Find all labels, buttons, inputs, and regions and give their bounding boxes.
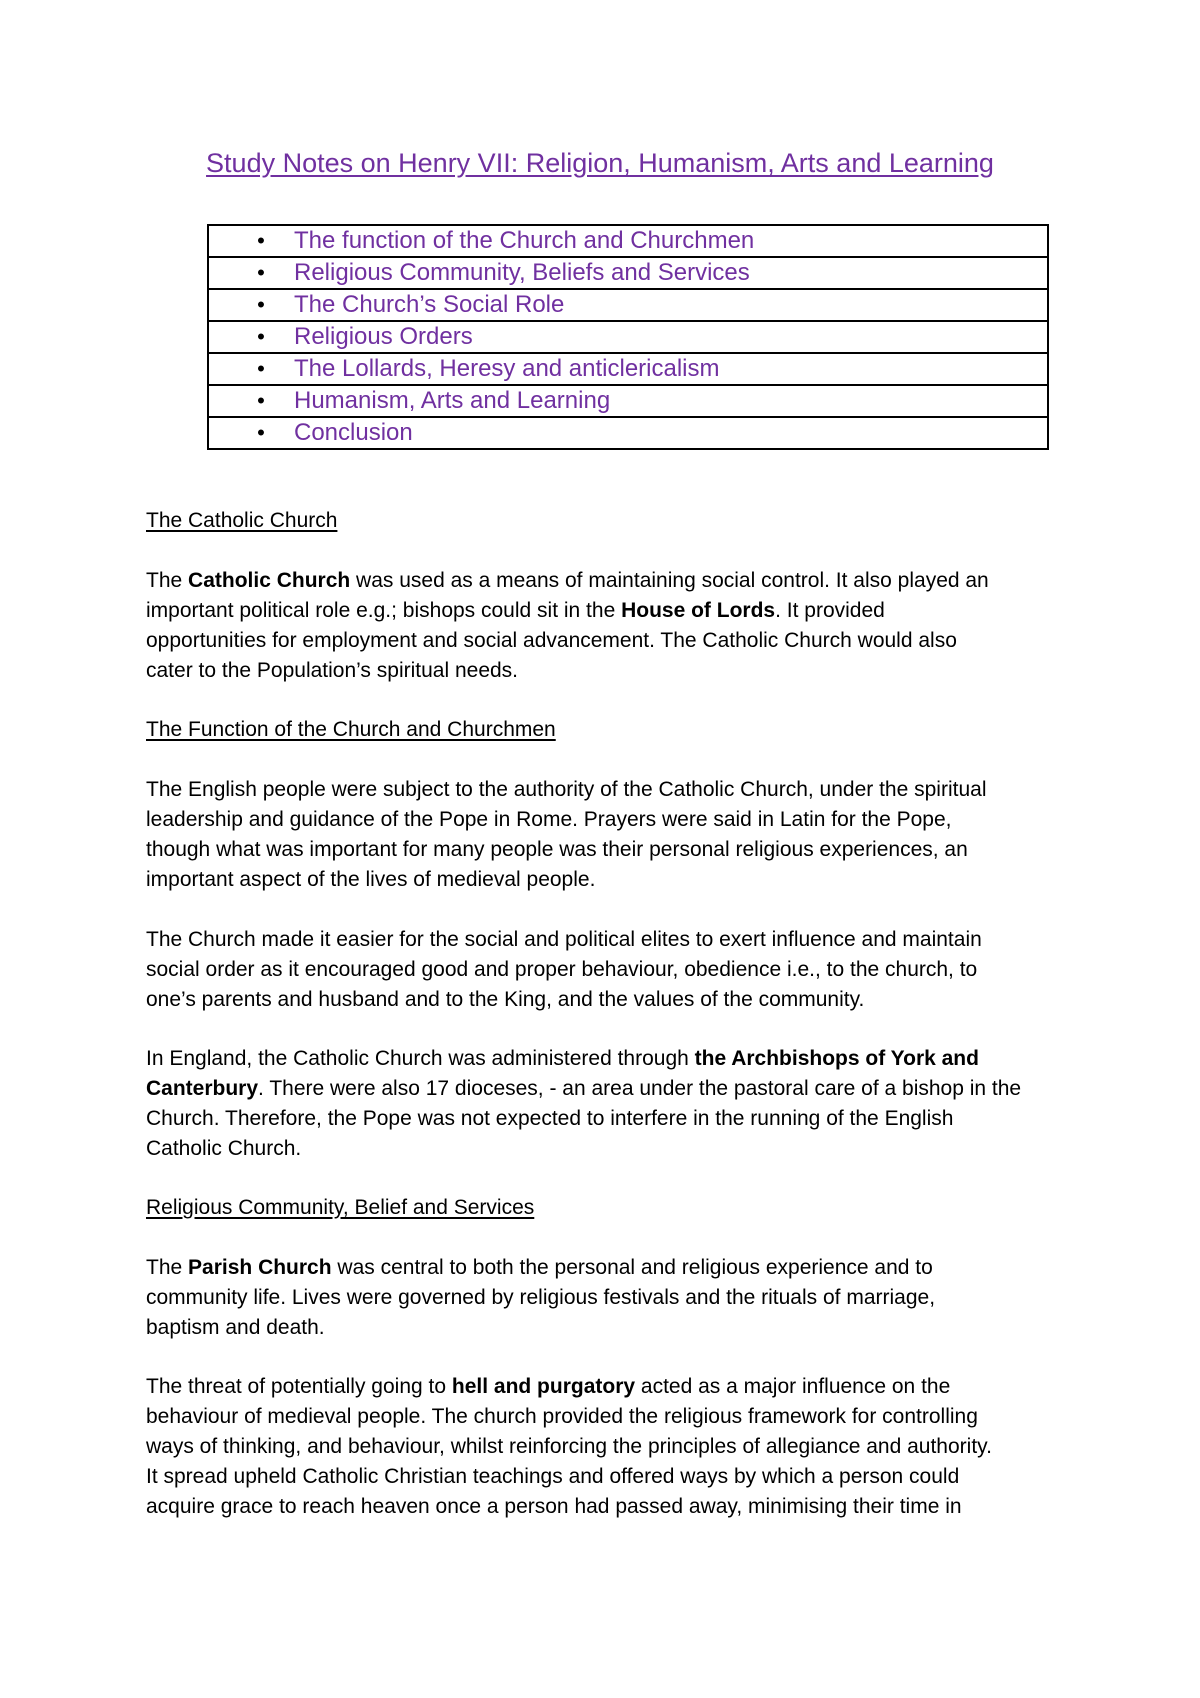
bullet-icon: • [257, 292, 265, 317]
bullet-icon: • [257, 324, 265, 349]
contents-row [208, 385, 1048, 417]
contents-row [208, 353, 1048, 385]
section-heading: Religious Community, Belief and Services [146, 1196, 535, 1219]
contents-item: The Lollards, Heresy and anticlericalism [294, 355, 720, 382]
paragraph: The threat of potentially going to hell and purgatory acted as a major influence on the behaviour of medieval people. The church provided the religious framework for controlling ways of thinking, and behaviour, whilst reinforcing the principles of allegiance and authority. It spread upheld Catholic Christian teachings and offered ways by which a person could acquire grace to reach heaven once a person had passed away, minimising their time in [146, 1375, 992, 1518]
section-heading: The Function of the Church and Churchmen [146, 718, 556, 741]
contents-item: Religious Community, Beliefs and Services [294, 259, 750, 286]
section-community [146, 1193, 1086, 1223]
contents-item: Religious Orders [294, 323, 473, 350]
paragraph: The Catholic Church was used as a means of maintaining social control. It also played an important political role e.g.; bishops could sit in the House of Lords. It provided opportunities for employment and social advancement. The Catholic Church would also cater to the Population’s spiritual needs. [146, 569, 989, 682]
paragraph: In England, the Catholic Church was administered through the Archbishops of York and Canterbury. There were also 17 dioceses, - an area under the pastoral care of a bishop in the Church. Therefore, the Pope was not expected to interfere in the running of the English Catholic Church. [146, 1047, 1022, 1160]
contents-row [208, 417, 1048, 449]
contents-table [207, 224, 1049, 450]
section-catholic-church [146, 506, 1086, 536]
contents-row [208, 321, 1048, 353]
section-heading: The Catholic Church [146, 509, 338, 532]
contents-row [208, 257, 1048, 289]
contents-item: Humanism, Arts and Learning [294, 387, 611, 414]
bullet-icon: • [257, 228, 265, 253]
contents-item: The function of the Church and Churchmen [294, 227, 755, 254]
contents-item: Conclusion [294, 419, 413, 446]
contents-row [208, 289, 1048, 321]
bullet-icon: • [257, 260, 265, 285]
paragraph: The Church made it easier for the social and political elites to exert influence and maintain social order as it encouraged good and proper behaviour, obedience i.e., to the church, to one’s parents and husband and to the King, and the values of the community. [146, 928, 982, 1011]
contents-row [208, 225, 1048, 257]
bullet-icon: • [257, 388, 265, 413]
bullet-icon: • [257, 356, 265, 381]
paragraph: The English people were subject to the authority of the Catholic Church, under the spiritual leadership and guidance of the Pope in Rome. Prayers were said in Latin for the Pope, though what was important for many people was their personal religious experiences, an important aspect of the lives of medieval people. [146, 778, 987, 891]
contents-item: The Church’s Social Role [294, 291, 565, 318]
document-title: Study Notes on Henry VII: Religion, Humanism, Arts and Learning [206, 148, 994, 178]
paragraph: The Parish Church was central to both the personal and religious experience and to community life. Lives were governed by religious festivals and the rituals of marriage, baptism and death. [146, 1256, 936, 1339]
section-function [146, 715, 1086, 745]
bullet-icon: • [257, 420, 265, 445]
